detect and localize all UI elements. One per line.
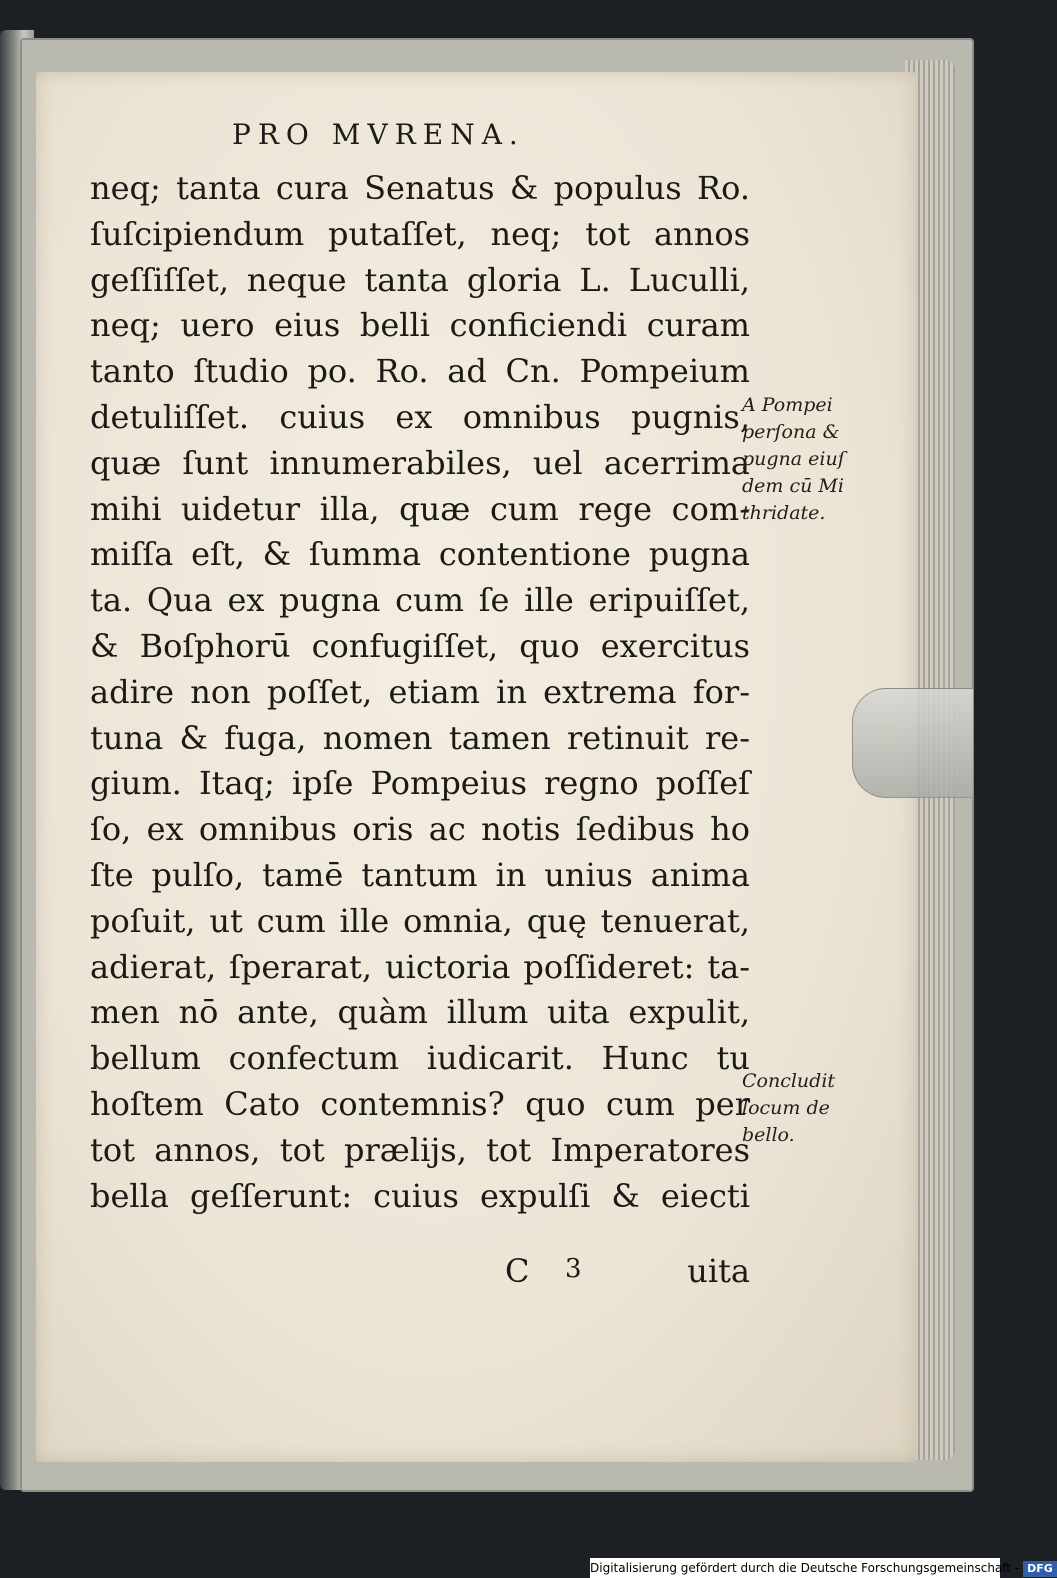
text-line: tot annos, tot prælijs, tot Imperatores [90, 1130, 750, 1169]
text-line: hoſtem Cato contemnis? quo cum per [90, 1084, 750, 1123]
text-line: men nō ante, quàm illum uita expulit, [90, 993, 750, 1032]
text-line: tanto ſtudio po. Ro. ad Cn. Pompeium [90, 352, 750, 391]
note-line: locum de [742, 1097, 830, 1119]
text-line: detuliſſet. cuius ex omnibus pugnis, [90, 397, 750, 436]
page-tab-clip [852, 688, 974, 798]
text-line: neq; uero eius belli conficiendi curam [90, 306, 750, 345]
body-text [90, 166, 750, 1219]
note-line: perſona & [742, 421, 840, 443]
text-line: ſo, ex omnibus oris ac notis ſedibus ho [90, 810, 750, 849]
text-line: poſuit, ut cum ille omnia, quę tenuerat, [90, 901, 750, 940]
credit-text: Digitalisierung gefördert durch die Deutsche Forschungsgemeinschaft - [590, 1561, 1020, 1575]
catchword: uita [687, 1252, 750, 1290]
text-line: & Boſphorū confugiſſet, quo exercitus [90, 626, 750, 665]
text-line: bella geſſerunt: cuius expulſi & eiecti [90, 1176, 750, 1215]
note-line: dem cū Mi [742, 475, 844, 497]
note-line: thridate. [742, 502, 826, 524]
marginal-note-pompeius [742, 392, 882, 527]
text-line: adierat, ſperarat, uictoria poſſideret: ta- [90, 947, 750, 986]
catchline [495, 1252, 750, 1296]
text-line: miſſa eſt, & ſumma contentione pugna [90, 535, 750, 574]
signature-mark: C [505, 1252, 530, 1290]
text-line: mihi uidetur illa, quæ cum rege com- [90, 489, 750, 528]
signature-number: 3 [565, 1254, 582, 1284]
text-line: ta. Qua ex pugna cum ſe ille eripuiſſet, [90, 581, 750, 620]
bleed-through-text [760, 560, 910, 1080]
running-title: PRO MVRENA. [232, 118, 525, 151]
text-line: adire non poſſet, etiam in extrema for- [90, 672, 750, 711]
text-line: gium. Itaq; ipſe Pompeius regno poſſeſ [90, 764, 750, 803]
text-line: bellum confectum iudicarit. Hunc tu [90, 1039, 750, 1078]
digitization-credit [590, 1558, 1053, 1578]
text-line: ſte pulſo, tamē tantum in unius anima [90, 855, 750, 894]
note-line: pugna eiuſ [742, 448, 845, 470]
text-line: geſſiſſet, neque tanta gloria L. Luculli, [90, 260, 750, 299]
text-line: ſuſcipiendum putaſſet, neq; tot annos [90, 214, 750, 253]
marginal-note-conclusion [742, 1068, 882, 1149]
text-line: quæ ſunt innumerabiles, uel acerrima [90, 443, 750, 482]
dfg-logo: DFG [1023, 1561, 1057, 1577]
note-line: bello. [742, 1124, 795, 1146]
text-line: neq; tanta cura Senatus & populus Ro. [90, 169, 750, 207]
note-line: Concludit [742, 1070, 836, 1092]
note-line: A Pompei [742, 394, 833, 416]
text-line: tuna & fuga, nomen tamen retinuit re- [90, 718, 750, 757]
